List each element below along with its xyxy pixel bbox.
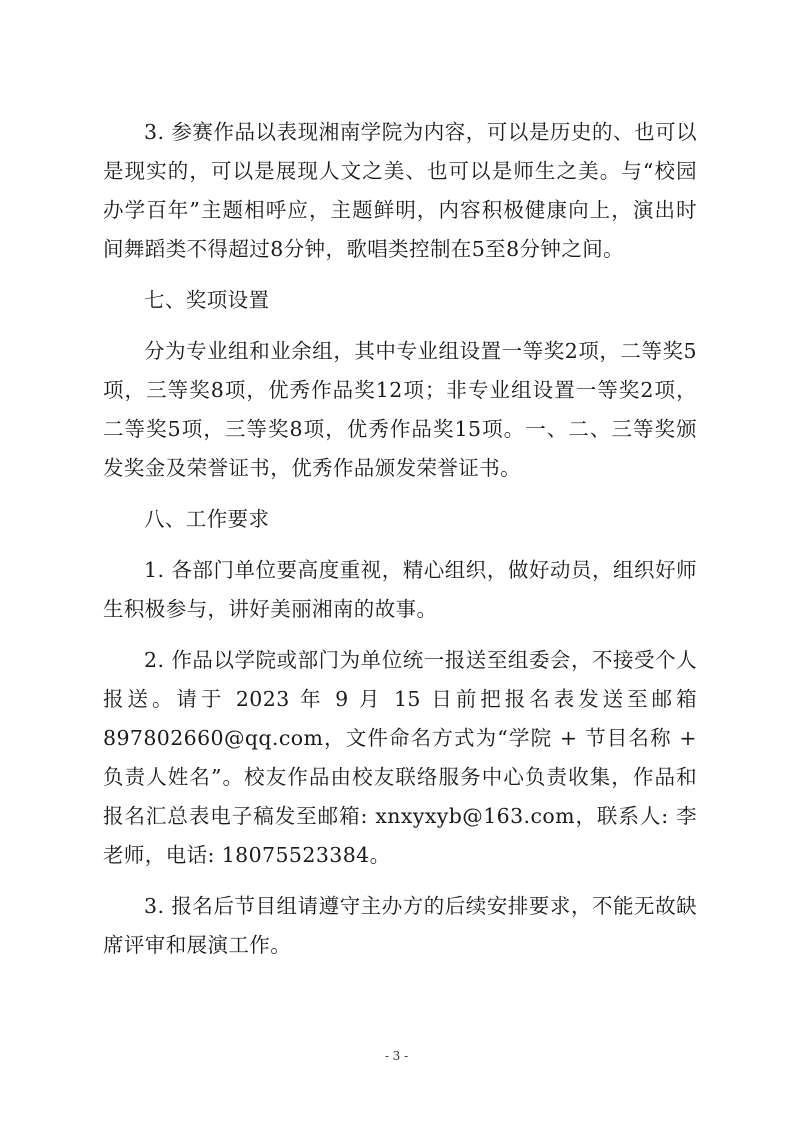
paragraph-requirement-2: 2. 作品以学院或部门为单位统一报送至组委会，不接受个人报送。请于 2023 年 9 月 15 日前把报名表发送至邮箱 897802660@qq.com，文件命名方式为“学院 + 节目名称 + 负责人姓名”。校友作品由校友联络服务中心负责收集，作品和报名汇总表电子稿发至邮箱: xnxyxyb@163.com，联系人: 李老师，电话: 18075523384。 xyxy=(103,648,697,867)
paragraph-awards: 分为专业组和业余组，其中专业组设置一等奖2项，二等奖5项，三等奖8项，优秀作品奖12项；非专业组设置一等奖2项，二等奖5项，三等奖8项，优秀作品奖15项。一、二、三等奖颁发奖金及荣誉证书，优秀作品颁发荣誉证书。 xyxy=(103,339,697,480)
section-heading-awards: 七、奖项设置 xyxy=(144,288,270,312)
paragraph-entry-requirements: 3. 参赛作品以表现湘南学院为内容，可以是历史的、也可以是现实的，可以是展现人文之美、也可以是师生之美。与“校园办学百年”主题相呼应，主题鲜明，内容积极健康向上，演出时间舞蹈类不得超过8分钟，歌唱类控制在5至8分钟之间。 xyxy=(103,120,697,261)
paragraph-requirement-1: 1. 各部门单位要高度重视，精心组织，做好动员，组织好师生积极参与，讲好美丽湘南的故事。 xyxy=(103,558,697,621)
page-number: - 3 - xyxy=(384,1049,409,1063)
section-heading-work-requirements: 八、工作要求 xyxy=(144,507,270,531)
paragraph-requirement-3: 3. 报名后节目组请遵守主办方的后续安排要求，不能无故缺席评审和展演工作。 xyxy=(103,894,697,957)
document-body xyxy=(103,113,697,965)
